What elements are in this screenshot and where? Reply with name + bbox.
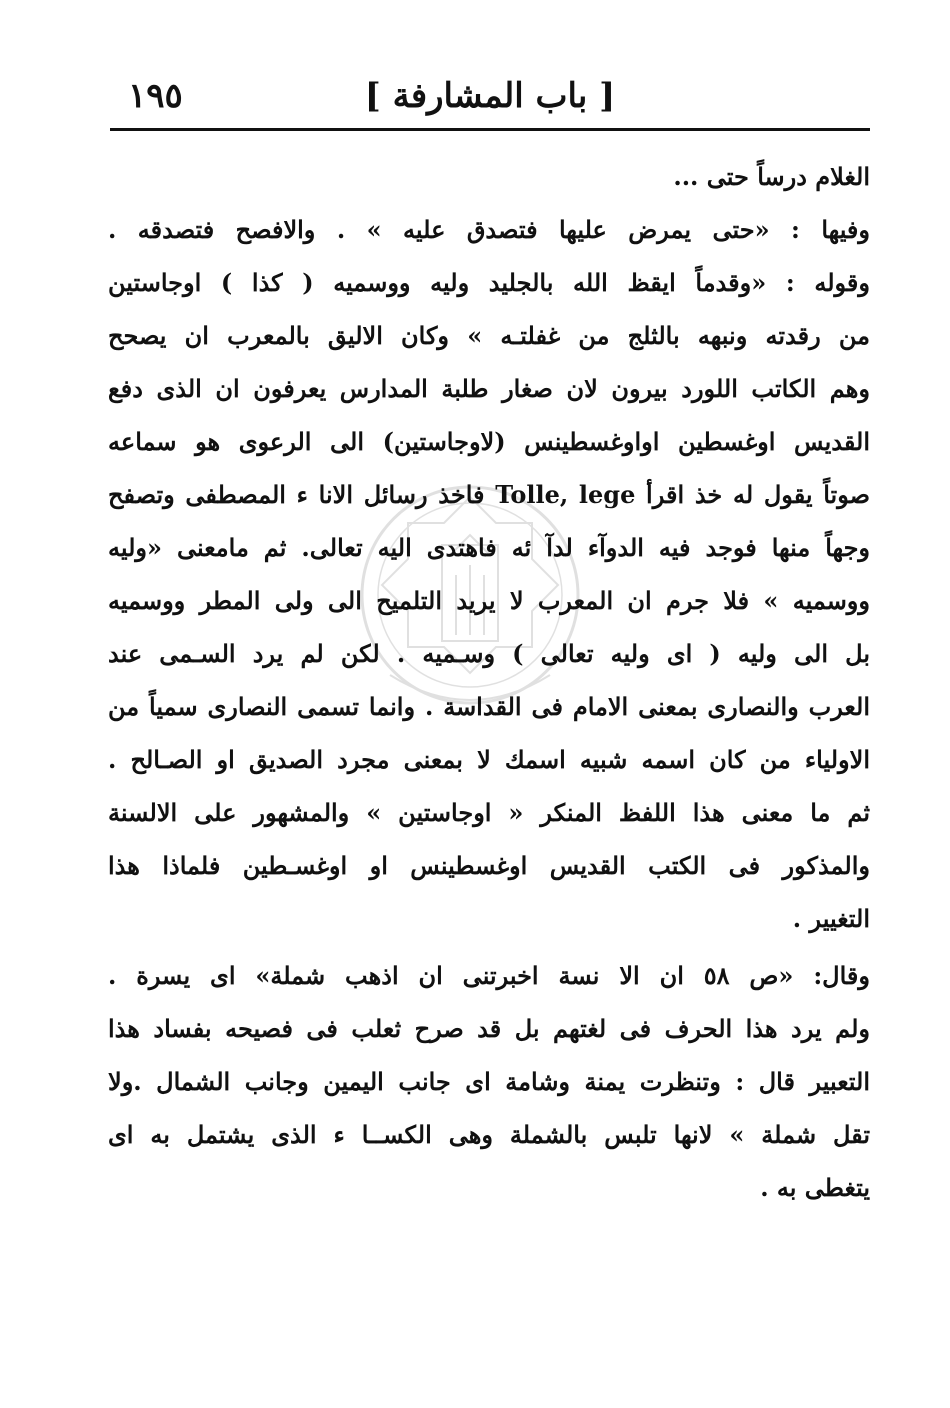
text-line: والمذكور فى الكتب القديس اوغسطينس او اوغسـطين فلماذا هذا — [108, 851, 870, 880]
text-line: وقوله : «وقدماً ايقظ الله بالجليد وليه ووسميه ( كذا ) اوجاستين — [108, 268, 870, 297]
text-line: يتغطى به . — [760, 1173, 870, 1202]
text-line: ووسميه » فلا جرم ان المعرب لا يريد التلميح الى ولى المطر ووسميه — [108, 586, 870, 615]
paragraph — [108, 949, 870, 1214]
text-line: ولم يرد هذا الحرف فى لغتهم بل قد صرح ثعلب فى فصيحه بفساد هذا — [108, 1014, 870, 1043]
chapter-title: [ باب المشارفة ] — [364, 76, 616, 116]
text-line: وفيها : «حتى يمرض عليها فتصدق عليه » . والافصح فتصدقه . — [108, 215, 870, 244]
text-line: بل الى وليه ( اى وليه تعالى ) وسـميه . لكن لم يرد السـمى عند — [108, 639, 870, 668]
text-line: العرب والنصارى بمعنى الامام فى القداسة . وانما تسمى النصارى سمياً من — [108, 692, 870, 721]
paragraph — [108, 256, 870, 945]
body-text — [108, 150, 870, 1214]
header-rule — [110, 128, 870, 131]
text-line: الغلام درساً حتى ... — [673, 162, 870, 191]
text-line: وجهاً منها فوجد فيه الدوآء لدآ ئه فاهتدى اليه تعالى. ثم مامعنى «وليه — [108, 533, 870, 562]
text-line: الاولياء من كان اسمه شبيه اسمك لا بمعنى مجرد الصديق او الصـالح . — [108, 745, 870, 774]
page-number: ١٩٥ — [128, 76, 183, 116]
paragraph — [108, 150, 870, 203]
paragraph — [108, 203, 870, 256]
text-line: تقل شملة » لانها تلبس بالشملة وهى الكســا ء الذى يشتمل به اى — [108, 1120, 870, 1149]
text-line: ثم ما معنى هذا اللفظ المنكر « اوجاستين » والمشهور على الالسنة — [108, 798, 870, 827]
text-line: القديس اوغسطين اواوغسطينس (لاوجاستين) الى الرعوى هو سماعه — [108, 427, 870, 456]
text-line: التعبير قال : وتنظرت يمنة وشامة اى جانب اليمين وجانب الشمال .ولا — [108, 1067, 870, 1096]
text-line: التغيير . — [792, 904, 870, 933]
text-line: صوتاً يقول له خذ اقرأ Tolle, lege فاخذ رسائل الانا ء المصطفى وتصفح — [108, 480, 870, 509]
page-header — [110, 66, 870, 130]
text-line: من رقدته ونبهه بالثلج من غفلتـه » وكان الاليق بالمعرب ان يصحح — [108, 321, 870, 350]
text-line: وقال: «ص ٥٨ ان الا نسة اخبرتنى ان اذهب شملة» اى يسرة . — [108, 961, 870, 990]
text-line: وهم الكاتب اللورد بيرون لان صغار طلبة المدارس يعرفون ان الذى دفع — [108, 374, 870, 403]
